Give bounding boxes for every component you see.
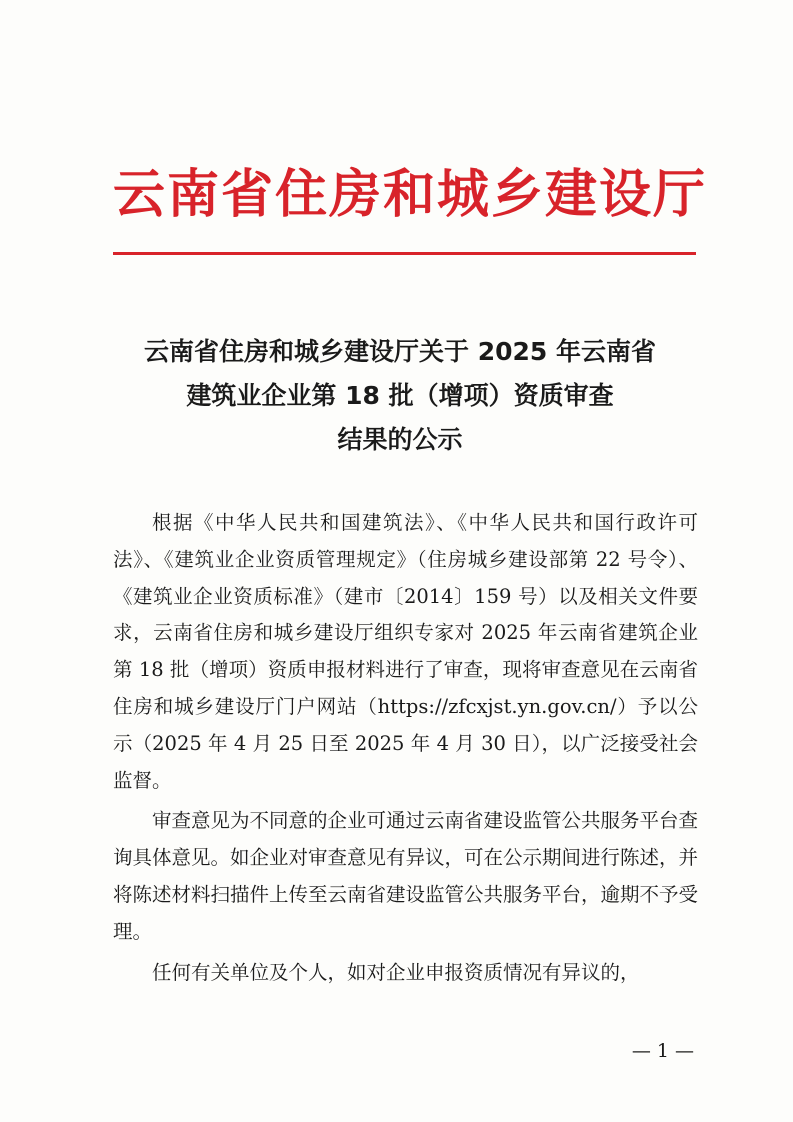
document-body (113, 505, 698, 991)
body-paragraph-1: 根据《中华人民共和国建筑法》、《中华人民共和国行政许可法》、《建筑业企业资质管理规定》（住房城乡建设部第 22 号令）、《建筑业企业资质标准》（建市〔2014〕159 号）以及相关文件要求，云南省住房和城乡建设厅组织专家对 2025 年云南省建筑企业第 18 批（增项）资质申报材料进行了审查，现将审查意见在云南省住房和城乡建设厅门户网站（https://zfcxjst.yn.gov.cn/）予以公示（2025 年 4 月 25 日至 2025 年 4 月 30 日），以广泛接受社会监督。 (113, 511, 698, 792)
letterhead-organization: 云南省住房和城乡建设厅 (113, 164, 708, 225)
document-title (100, 330, 700, 462)
title-line-1: 云南省住房和城乡建设厅关于 2025 年云南省 (144, 337, 656, 366)
body-paragraph-3: 任何有关单位及个人，如对企业申报资质情况有异议的， (152, 960, 640, 984)
page-number: — 1 — (631, 1040, 694, 1062)
title-line-3: 结果的公示 (337, 425, 463, 454)
title-line-2: 建筑业企业第 18 批（增项）资质审查 (186, 381, 614, 410)
letterhead-red-rule (113, 252, 696, 255)
body-paragraph-2: 审查意见为不同意的企业可通过云南省建设监管公共服务平台查询具体意见。如企业对审查意见有异议，可在公示期间进行陈述，并将陈述材料扫描件上传至云南省建设监管公共服务平台，逾期不予受理。 (113, 809, 699, 943)
